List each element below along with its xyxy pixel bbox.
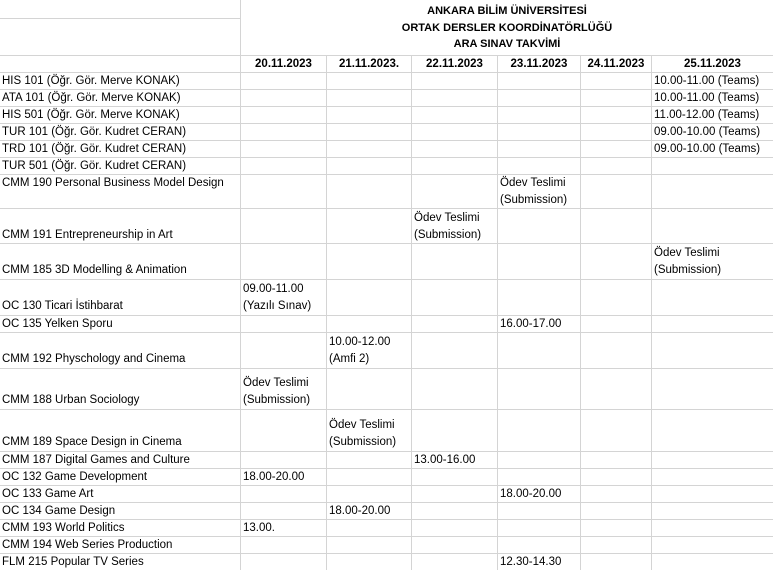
exam-note-cell: Ödev Teslimi bbox=[414, 212, 480, 224]
header-coordinator: ORTAK DERSLER KOORDİNATÖRLÜĞÜ bbox=[401, 22, 613, 34]
row-divider bbox=[0, 18, 240, 19]
exam-time-cell: 18.00-20.00 bbox=[243, 471, 305, 483]
exam-time-cell: 18.00-20.00 bbox=[500, 488, 562, 500]
exam-note-cell: (Submission) bbox=[654, 264, 722, 276]
course-name: FLM 215 Popular TV Series bbox=[2, 556, 144, 568]
col-divider bbox=[326, 55, 327, 570]
header-university: ANKARA BİLİM ÜNİVERSİTESİ bbox=[427, 5, 587, 17]
course-name: OC 133 Game Art bbox=[2, 488, 94, 500]
exam-time-cell: 13.00-16.00 bbox=[414, 454, 476, 466]
row-divider bbox=[0, 208, 773, 209]
exam-time-cell: 11.00-12.00 (Teams) bbox=[654, 109, 760, 121]
course-name: CMM 192 Physchology and Cinema bbox=[2, 353, 186, 365]
exam-time-cell: 10.00-11.00 (Teams) bbox=[654, 75, 760, 87]
course-name: CMM 185 3D Modelling & Animation bbox=[2, 264, 187, 276]
col-divider bbox=[411, 55, 412, 570]
course-name: TUR 501 (Öğr. Gör. Kudret CERAN) bbox=[2, 160, 187, 172]
row-divider bbox=[0, 279, 773, 280]
exam-time-cell: 10.00-11.00 (Teams) bbox=[654, 92, 760, 104]
row-divider bbox=[0, 315, 773, 316]
course-name: OC 132 Game Development bbox=[2, 471, 148, 483]
date-header-5: 24.11.2023 bbox=[587, 58, 645, 70]
row-divider bbox=[0, 332, 773, 333]
course-name: CMM 193 World Politics bbox=[2, 522, 125, 534]
date-header-2: 21.11.2023. bbox=[338, 58, 400, 70]
exam-note-cell: (Submission) bbox=[414, 229, 482, 241]
col-divider bbox=[580, 55, 581, 570]
row-divider bbox=[0, 409, 773, 410]
exam-time-cell: 13.00. bbox=[243, 522, 275, 534]
course-name: CMM 194 Web Series Production bbox=[2, 539, 173, 551]
course-name: OC 134 Game Design bbox=[2, 505, 116, 517]
row-divider bbox=[0, 368, 773, 369]
course-name: ATA 101 (Öğr. Gör. Merve KONAK) bbox=[2, 92, 181, 104]
course-name: CMM 190 Personal Business Model Design bbox=[2, 177, 224, 189]
exam-note-cell: Ödev Teslimi bbox=[654, 247, 720, 259]
course-name: TRD 101 (Öğr. Gör. Kudret CERAN) bbox=[2, 143, 187, 155]
exam-time-cell: 10.00-12.00 bbox=[329, 336, 391, 348]
exam-time-cell: 18.00-20.00 bbox=[329, 505, 391, 517]
exam-note-cell: (Submission) bbox=[500, 194, 568, 206]
col-divider bbox=[497, 55, 498, 570]
course-name: HIS 101 (Öğr. Gör. Merve KONAK) bbox=[2, 75, 180, 87]
exam-time-cell: 16.00-17.00 bbox=[500, 318, 562, 330]
date-header-6: 25.11.2023 bbox=[684, 58, 741, 70]
exam-note-cell: (Yazılı Sınav) bbox=[243, 300, 312, 312]
exam-note-cell: Ödev Teslimi bbox=[243, 377, 309, 389]
course-name: HIS 501 (Öğr. Gör. Merve KONAK) bbox=[2, 109, 180, 121]
course-name: CMM 189 Space Design in Cinema bbox=[2, 436, 182, 448]
exam-time-cell: 09.00-10.00 (Teams) bbox=[654, 143, 761, 155]
course-name: CMM 187 Digital Games and Culture bbox=[2, 454, 190, 466]
exam-note-cell: (Amfi 2) bbox=[329, 353, 370, 365]
course-name: OC 135 Yelken Sporu bbox=[2, 318, 113, 330]
col-divider bbox=[651, 55, 652, 570]
date-header-1: 20.11.2023 bbox=[255, 58, 312, 70]
header-exam-schedule: ARA SINAV TAKVİMİ bbox=[453, 38, 561, 50]
date-header-3: 22.11.2023 bbox=[426, 58, 483, 70]
date-header-4: 23.11.2023 bbox=[510, 58, 568, 70]
exam-time-cell: 09.00-11.00 bbox=[243, 283, 304, 295]
course-name: CMM 188 Urban Sociology bbox=[2, 394, 140, 406]
exam-time-cell: 09.00-10.00 (Teams) bbox=[654, 126, 761, 138]
exam-note-cell: (Submission) bbox=[243, 394, 311, 406]
course-name: TUR 101 (Öğr. Gör. Kudret CERAN) bbox=[2, 126, 187, 138]
exam-note-cell: (Submission) bbox=[329, 436, 397, 448]
exam-note-cell: Ödev Teslimi bbox=[500, 177, 566, 189]
exam-time-cell: 12.30-14.30 bbox=[500, 556, 562, 568]
course-name: CMM 191 Entrepreneurship in Art bbox=[2, 229, 173, 241]
exam-note-cell: Ödev Teslimi bbox=[329, 419, 395, 431]
course-name: OC 130 Ticari İstihbarat bbox=[2, 300, 123, 312]
